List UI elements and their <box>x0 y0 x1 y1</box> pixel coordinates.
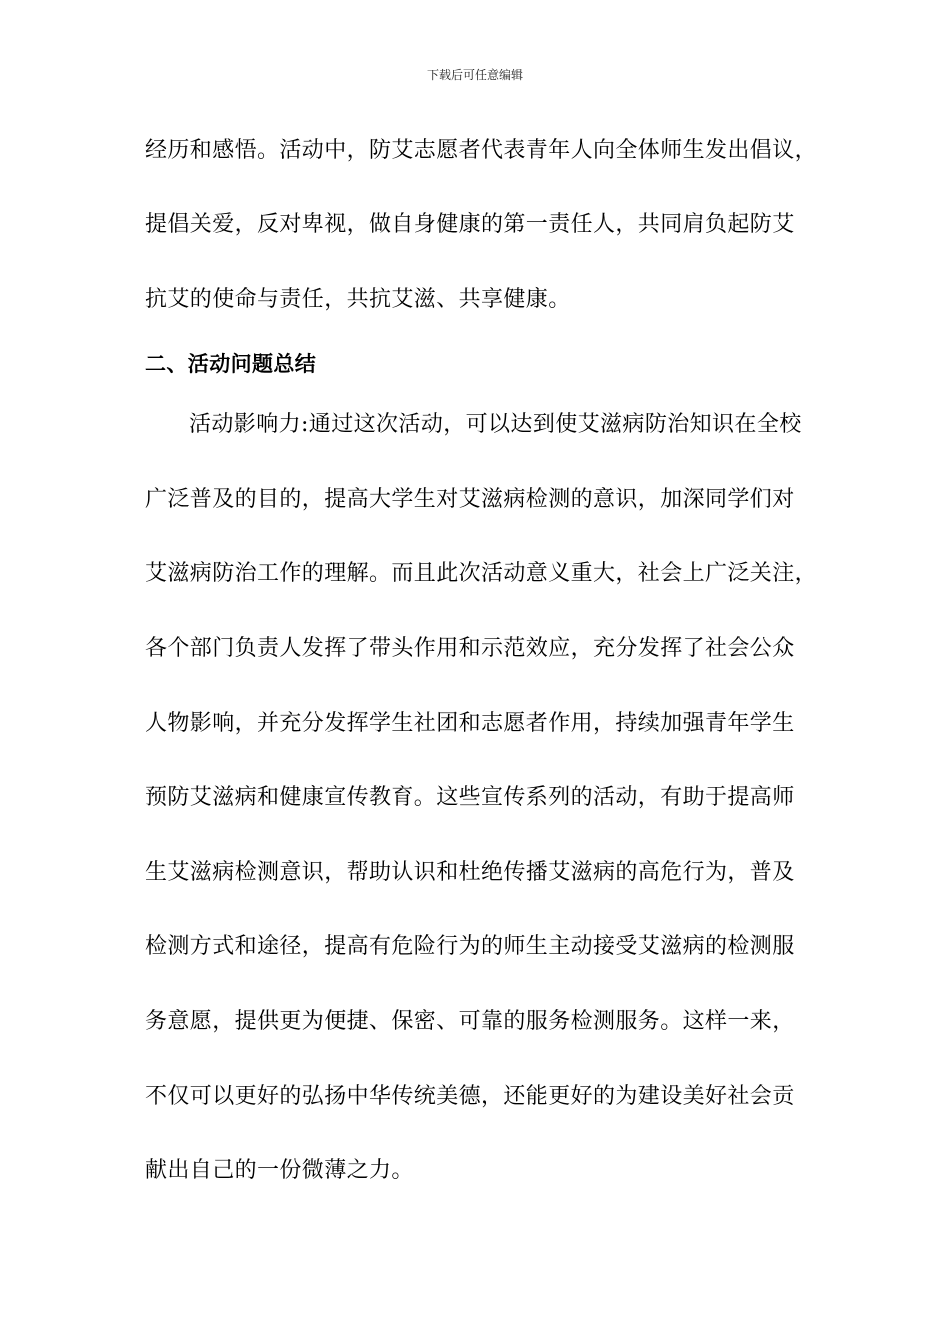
body-line: 广泛普及的目的，提高大学生对艾滋病检测的意识，加深同学们对 <box>145 487 795 512</box>
body-line: 务意愿，提供更为便捷、保密、可靠的服务检测服务。这样一来， <box>145 1009 795 1034</box>
body-line: 各个部门负责人发挥了带头作用和示范效应，充分发挥了社会公众 <box>145 636 795 661</box>
body-line: 检测方式和途径，提高有危险行为的师生主动接受艾滋病的检测服 <box>145 934 795 959</box>
header-note: 下载后可任意编辑 <box>426 68 523 82</box>
body-line: 预防艾滋病和健康宣传教育。这些宣传系列的活动，有助于提高师 <box>145 785 795 810</box>
body-line: 抗艾的使命与责任，共抗艾滋、共享健康。 <box>145 287 571 312</box>
body-line: 艾滋病防治工作的理解。而且此次活动意义重大，社会上广泛关注， <box>145 561 818 586</box>
body-line: 不仅可以更好的弘扬中华传统美德，还能更好的为建设美好社会贡 <box>145 1084 795 1109</box>
body-line: 经历和感悟。活动中，防艾志愿者代表青年人向全体师生发出倡议， <box>145 138 818 163</box>
body-line: 献出自己的一份微薄之力。 <box>145 1158 414 1183</box>
body-line: 活动影响力:通过这次活动，可以达到使艾滋病防治知识在全校 <box>189 412 802 437</box>
section-heading: 二、活动问题总结 <box>145 352 317 376</box>
body-line: 提倡关爱，反对卑视，做自身健康的第一责任人，共同肩负起防艾 <box>145 212 795 237</box>
body-line: 人物影响，并充分发挥学生社团和志愿者作用，持续加强青年学生 <box>145 711 795 736</box>
body-line: 生艾滋病检测意识，帮助认识和杜绝传播艾滋病的高危行为，普及 <box>145 860 795 885</box>
